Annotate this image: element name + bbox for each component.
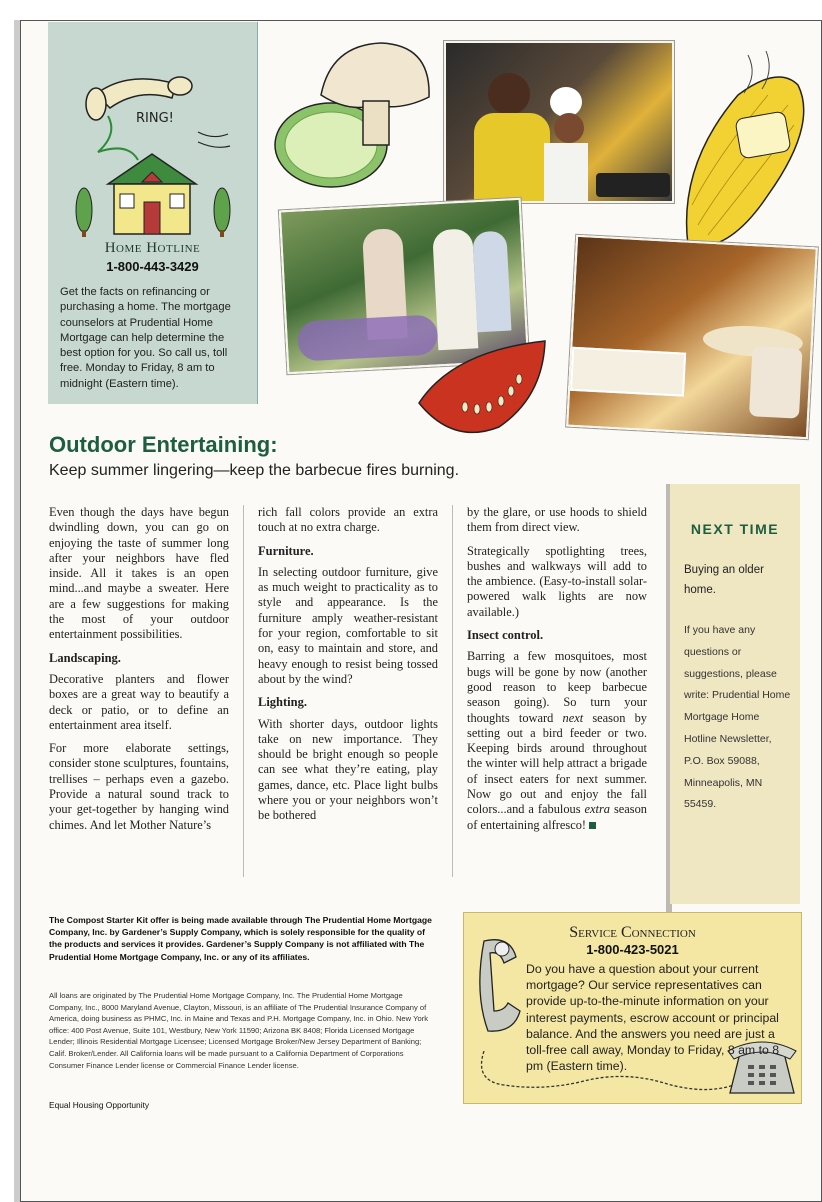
insect-control-heading: Insect control. bbox=[467, 628, 544, 643]
article-column-2 bbox=[258, 505, 438, 832]
home-hotline-panel bbox=[48, 22, 258, 404]
insect-text-extra: extra bbox=[584, 802, 610, 817]
loan-fine-print: All loans are originated by The Prudential Home Mortgage Company, Inc. The Prudential Home Mortgage Company, Inc., 8000 Maryland Avenue, Clayton, Missouri, is an affiliate of The Prudential Insurance Company of America, doing business as PHMC, Inc. in Maine and Texas and P.H. Mortgage Company, Inc. in Ohio. New York office: 400 Post Avenue, Suite 101, Westbury, New York 11590; Arizona BK 8408; Florida Licensed Mortgage Lender; Illinois Residential Mortgage Licensee; Licensed Mortgage Broker/New Jersey Department of Banking; Calif. Broker/Lender. All California loans will be made pursuant to a California Department of Corporations Consumer Finance Lender license or Commercial Finance Lender license. bbox=[49, 991, 429, 1070]
ringing-phone-house-illustration bbox=[58, 42, 248, 237]
next-time-title: NEXT TIME bbox=[690, 521, 780, 537]
equal-housing-note: Equal Housing Opportunity bbox=[49, 1100, 150, 1110]
lighting-paragraph: With shorter days, outdoor lights take on new importance. They should be bright enough so people can see what they’re eating, play games, dance, etc. Place light bulbs where you or your neighbors won’t be bothered bbox=[258, 716, 438, 823]
house-icon bbox=[108, 154, 196, 234]
lighting-continued: by the glare, or use hoods to shield them from direct view. bbox=[467, 505, 647, 535]
landscaping-heading: Landscaping. bbox=[49, 650, 121, 665]
column-divider bbox=[452, 505, 453, 877]
newsletter-page bbox=[20, 20, 822, 1202]
ring-label: RING! bbox=[136, 111, 174, 126]
furniture-paragraph: In selecting outdoor furniture, give as much weight to practicality as to style and appearance. Is the furniture amply weather-resistant for your region, comfortable to sit on, easy to maintain and store, and heavy enough to resist being tossed about by the wind? bbox=[258, 564, 438, 686]
landscaping-continued: rich fall colors provide an extra touch at no extra charge. bbox=[258, 505, 438, 535]
hotline-phone: 1-800-443-3429 bbox=[106, 259, 199, 274]
article-column-3 bbox=[467, 505, 647, 841]
intro-paragraph: Even though the days have begun dwindling down, you can go on enjoying the taste of summer long after your neighbors have fled inside. All it takes is an open mind...and maybe a sweater. Here are a few suggestions for making the most of your outdoor entertainment possibilities. bbox=[49, 505, 229, 642]
spotlighting-paragraph: Strategically spotlighting trees, bushes and walkways will add to the ambience. (Easy-to-install solar-powered walk lights are now available.) bbox=[467, 543, 647, 619]
landscaping-paragraph-2: For more elaborate settings, consider stone sculptures, fountains, trellises – perhaps even a gazebo. Provide a natural sound track to your get-together by hanging wind chimes. And let Mother Nature’s bbox=[49, 741, 229, 832]
insect-text-b: season by setting out a bird feeder or two. Keeping birds around throughout the winter will help attract a brigade of insect eaters for next summer. Now go out and enjoy the fall colors...and a fabulous bbox=[467, 710, 647, 817]
grilling-photo bbox=[444, 41, 674, 203]
next-time-contact: If you have any questions or suggestions, please write: Prudential Home Mortgage Home Hotline Newsletter, P.O. Box 59088, Minneapolis, MN 55459. bbox=[684, 624, 791, 811]
article-headline: Outdoor Entertaining: bbox=[49, 432, 278, 457]
service-connection-panel bbox=[463, 912, 802, 1104]
landscaping-paragraph-1: Decorative planters and flower boxes are a great way to beautify a deck or patio, or to define an entertainment area itself. bbox=[49, 671, 229, 732]
hotline-title: Home Hotline bbox=[104, 240, 201, 256]
hotline-description: Get the facts on refinancing or purchasing a home. The mortgage counselors at Prudential Home Mortgage can help determine the best option for you. So call us, toll free. Monday to Friday, 8 am to midnight (Eastern time). bbox=[60, 286, 231, 390]
article-subhead: Keep summer lingering—keep the barbecue fires burning. bbox=[49, 462, 460, 479]
next-time-topic: Buying an older home. bbox=[684, 564, 764, 596]
mushroom-cucumber-illustration bbox=[271, 35, 431, 195]
tomato-icon bbox=[419, 341, 545, 432]
insect-text-c: season of entertaining alfresco! bbox=[467, 802, 647, 832]
insect-text-a: Barring a few mosquitoes, most bugs will be gone by now (another good reason to keep barbecue season going). So turn your thoughts toward bbox=[467, 649, 647, 725]
furniture-heading: Furniture. bbox=[258, 543, 314, 558]
lighting-heading: Lighting. bbox=[258, 695, 307, 710]
corn-icon bbox=[687, 77, 804, 246]
compost-disclaimer: The Compost Starter Kit offer is being made available through The Prudential Home Mortgage Company, Inc. by Gardener’s Supply Company, which is solely responsible for the quality of the products and services it provides. Gardener’s Supply Company is not affiliated with The Prudential Home Mortgage Company, Inc. or any of its affiliates. bbox=[49, 915, 432, 962]
column-divider bbox=[243, 505, 244, 877]
service-description: Do you have a question about your current mortgage? Our service representatives can provide up-to-the-minute information on your interest payments, escrow account or principal balance. And the answers you need are just a toll-free call away, Monday to Friday, 8 am to 8 pm (Eastern time). bbox=[526, 962, 780, 1074]
end-mark-icon bbox=[589, 822, 596, 829]
article-column-1 bbox=[49, 505, 229, 841]
porch-dinner-photo bbox=[566, 235, 818, 439]
insect-text-next: next bbox=[562, 710, 584, 725]
service-phone: 1-800-423-5021 bbox=[586, 942, 679, 957]
next-time-panel bbox=[670, 484, 800, 904]
service-title: Service Connection bbox=[569, 924, 696, 941]
tomato-illustration bbox=[413, 333, 553, 443]
insect-control-paragraph bbox=[467, 649, 647, 833]
